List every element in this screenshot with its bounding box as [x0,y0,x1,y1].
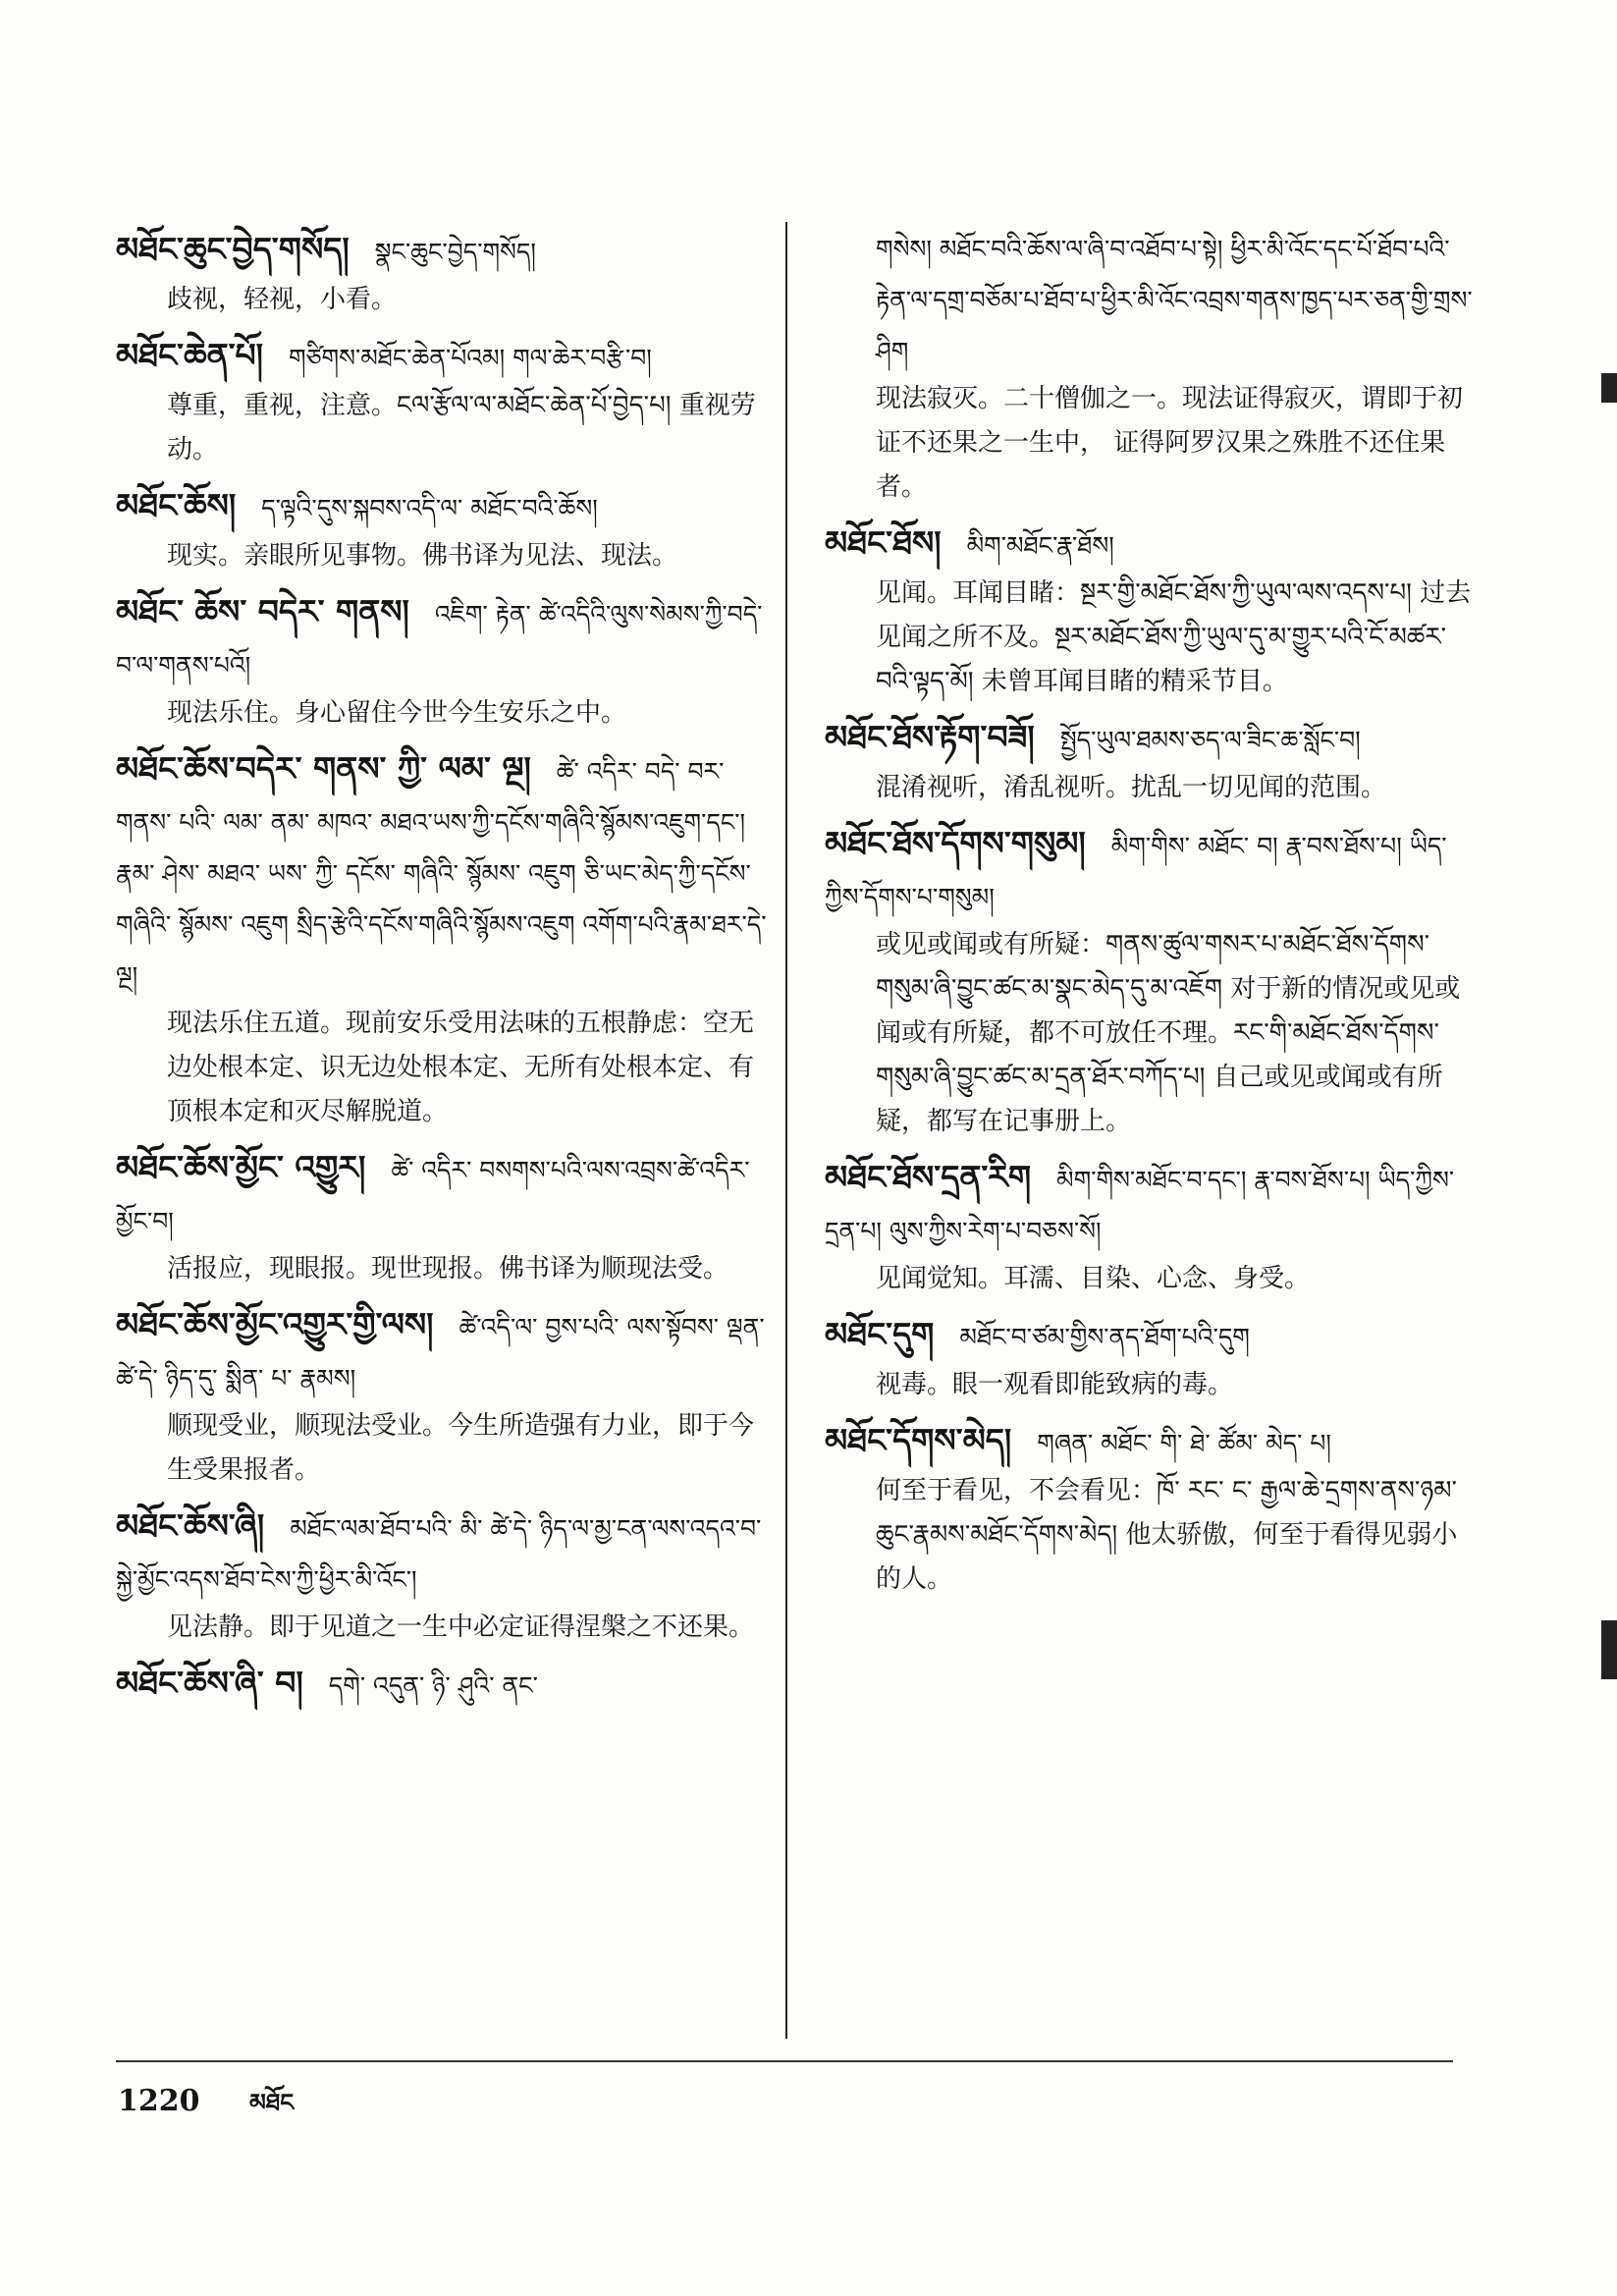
chinese-definition: 何至于看见，不会看见：ཁོ་ རང་ ང་ རྒྱལ་ཆེ་དྲགས་ནས་ཉམ་ཆུང་རྣམས་མཐོང་དོགས་མེད། 他太骄傲，何至于看得见弱小的人。 [876,1476,1458,1594]
dictionary-entry [825,224,1481,510]
running-head: མཐོང [248,2089,295,2116]
left-column [116,224,772,1720]
dictionary-entry [825,1152,1481,1301]
margin-mark [1601,1620,1617,1679]
tibetan-definition: མཐོང་ལམ་ཐོབ་པའི་ མི་ ཚེ་དེ་ ཉིད་ལ་མྱ་ངན་ལས་འདའ་བ་སྐྱེ་མྱོང་འདས་ཐོབ་ངེས་ཀྱི་ཕྱིར་མི་འོང་། [116,1514,762,1594]
headword: མཐོང་ཐོས་དོགས་གསུམ། [825,824,1086,862]
dictionary-entry [116,1299,772,1493]
dictionary-entry [825,1309,1481,1407]
chinese-definition: 现法乐住。身心留住今世今生安乐之中。 [167,698,627,728]
chinese-definition: 见闻觉知。耳濡、目染、心念、身受。 [876,1264,1311,1293]
dictionary-entry [825,818,1481,1144]
tibetan-definition: ཚེ་ འདིར་ བདེ་ བར་ གནས་ པའི་ ལམ་ ནམ་ མཁའ་ མཐའ་ཡས་ཀྱི་དངོས་གཞིའི་སྙོམས་འཇུག་དང་། རྣམ་ ཤེས་ མཐའ་ ཡས་ ཀྱི་ དངོས་ གཞིའི་ སྙོམས་ འཇུག ཅི་ཡང་མེད་ཀྱི་དངོས་གཞིའི་ སྙོམས་ འཇུག སྲིད་རྩེའི་དངོས་གཞིའི་སྙོམས་འཇུག འགོག་པའི་རྣམ་ཐར་དེ་ལྔ། [116,757,767,990]
chinese-definition: 视毒。眼一观看即能致病的毒。 [876,1370,1234,1399]
dictionary-entry [116,480,772,578]
tibetan-definition: ད་ལྟའི་དུས་སྐབས་འདི་ལ་ མཐོང་བའི་ཆོས། [261,494,598,522]
tibetan-definition: དགེ་ འདུན་ ཉི་ ཤུའི་ ནང་ [328,1671,538,1700]
chinese-definition: 现法乐住五道。现前安乐受用法味的五根静虑：空无边处根本定、识无边处根本定、无所有处根本定、有顶根本定和灭尽解脱道。 [167,1009,755,1126]
headword: མཐོང་ཐོས་རྟོག་བཟོ། [825,718,1035,756]
dictionary-entry [116,1501,772,1650]
headword: མཐོང་དུག [825,1315,935,1353]
chinese-definition: 顺现受业，顺现法受业。今生所造强有力业，即于今生受果报者。 [167,1411,755,1485]
dictionary-entry [116,330,772,472]
headword: མཐོང་ཆོས་བདེར་ གནས་ ཀྱི་ ལམ་ ལྔ། [116,749,531,788]
tibetan-definition: གཞན་ མཐོང་ གི་ ཐེ་ ཚོམ་ མེད་ པ། [1037,1429,1331,1457]
tibetan-definition: མཐོང་བ་ཙམ་གྱིས་ནད་ཐོག་པའི་དུག [959,1323,1250,1351]
dictionary-entry [116,743,772,1134]
headword: མཐོང་ཆོས་མྱོང་ འགྱུར། [116,1148,366,1186]
dictionary-entry [825,518,1481,704]
headword: མཐོང་ཐོས་དྲན་རིག [825,1158,1032,1196]
tibetan-definition: མིག་མཐོང་རྣ་ཐོས། [966,531,1114,560]
dictionary-entry [116,1658,772,1712]
footer-rule [116,2060,1453,2062]
headword: མཐོང་ཆོས་ཞི། [116,1506,265,1545]
chinese-definition: 或见或闻或有所疑：གནས་ཚུལ་གསར་པ་མཐོང་ཐོས་དོགས་གསུམ་ཞི་བྱུང་ཚང་མ་སྣང་མེད་དུ་མ་འཇོག 对于新的情况或见或闻或有所疑，都不可放任不理。རང་གི་མཐོང་ཐོས་དོགས་གསུམ་ཞི་བྱུང་ཚང་མ་དྲན་ཐོར་བཀོད་པ། 自己或见或闻或有所疑，都写在记事册上。 [876,930,1461,1136]
right-column [825,224,1481,1610]
tibetan-definition: སྤྱོད་ཡུལ་ཐམས་ཅད་ལ་ཟིང་ཆ་སློང་བ། [1059,726,1361,754]
headword: མཐོང་ཆེན་པོ། [116,336,263,374]
tibetan-definition: འཇིག་ རྟེན་ ཚེ་འདིའི་ལུས་སེམས་ཀྱི་བདེ་བ་ལ་གནས་པའོ། [116,600,763,680]
chinese-definition: 混淆视听，淆乱视听。扰乱一切见闻的范围。 [876,773,1387,802]
chinese-definition: 活报应，现眼报。现世现报。佛书译为顺现法受。 [167,1254,729,1284]
dictionary-entry [116,586,772,736]
chinese-definition: 歧视，轻视，小看。 [167,285,398,314]
headword: མཐོང་དོགས་མེད། [825,1421,1012,1459]
chinese-definition: 见闻。耳闻目睹：སྔར་གྱི་མཐོང་ཐོས་ཀྱི་ཡུལ་ལས་འདས་པ། 过去见闻之所不及。སྔར་མཐོང་ཐོས་ཀྱི་ཡུལ་དུ་མ་གྱུར་པའི་ངོ་མཚར་བའི་ལྟད་མོ། 未曾耳闻目睹的精采节目。 [876,578,1472,696]
tibetan-definition: སྣང་ཆུང་བྱེད་གསོད། [374,238,536,266]
tibetan-definition: ཚེ་ འདིར་ བསགས་པའི་ལས་འབྲས་ཚེ་འདིར་མྱོང་བ། [116,1156,750,1235]
headword: མཐོང་ ཆོས་ བདེར་ གནས། [116,592,409,630]
dictionary-entry [825,1415,1481,1602]
page-number: 1220 [118,2084,200,2118]
chinese-definition: 现法寂灭。二十僧伽之一。现法证得寂灭，谓即于初证不还果之一生中， 证得阿罗汉果之殊胜不还住果者。 [876,384,1464,502]
tibetan-definition: མིག་གིས་ མཐོང་ བ། རྣ་བས་ཐོས་པ། ཡིད་ཀྱིས་དོགས་པ་གསུམ། [825,832,1447,911]
tibetan-definition: གསེས། མཐོང་བའི་ཆོས་ལ་ཞི་བ་འཐོབ་པ་སྟེ། ཕྱིར་མི་འོང་དང་པོ་ཐོབ་པའི་རྟེན་ལ་དགྲ་བཅོམ་པ་ཐོབ་པ་ཕྱིར་མི་འོང་འབྲས་གནས་ཁྱད་པར་ཅན་གྱི་གྲས་ཤིག [876,235,1473,365]
chinese-definition: 尊重，重视，注意。ངལ་རྩོལ་ལ་མཐོང་ཆེན་པོ་བྱེད་པ། 重视劳动。 [167,391,756,465]
headword: མཐོང་ཐོས། [825,523,942,562]
dictionary-entry [116,1142,772,1291]
dictionary-entry [825,712,1481,810]
tibetan-definition: ཚེ་འདི་ལ་ བྱས་པའི་ ལས་སྟོབས་ ལྡན་ཚེ་དེ་ ཉིད་དུ་ སྨིན་ པ་ རྣམས། [116,1313,765,1393]
tibetan-definition: གཙིགས་མཐོང་ཆེན་པོའམ། གལ་ཆེར་བརྩི་བ། [289,344,652,372]
headword: མཐོང་ཆུང་བྱེད་གསོད། [116,230,350,268]
headword: མཐོང་ཆོས་ཞི་ བ། [116,1664,303,1702]
headword: མཐོང་ཆོས། [116,486,237,524]
chinese-definition: 现实。亲眼所见事物。佛书译为见法、现法。 [167,541,678,571]
column-divider [785,222,787,2039]
tibetan-definition: མིག་གིས་མཐོང་བ་དང་། རྣ་བས་ཐོས་པ། ཡིད་ཀྱིས་དྲན་པ། ལུས་ཀྱིས་རེག་པ་བཅས་སོ། [825,1166,1455,1245]
page-footer [118,2077,294,2143]
dictionary-entry [116,224,772,322]
margin-mark [1601,373,1617,403]
headword: མཐོང་ཆོས་མྱོང་འགྱུར་གྱི་ལས། [116,1305,434,1343]
chinese-definition: 见法静。即于见道之一生中必定证得涅槃之不还果。 [167,1613,755,1642]
